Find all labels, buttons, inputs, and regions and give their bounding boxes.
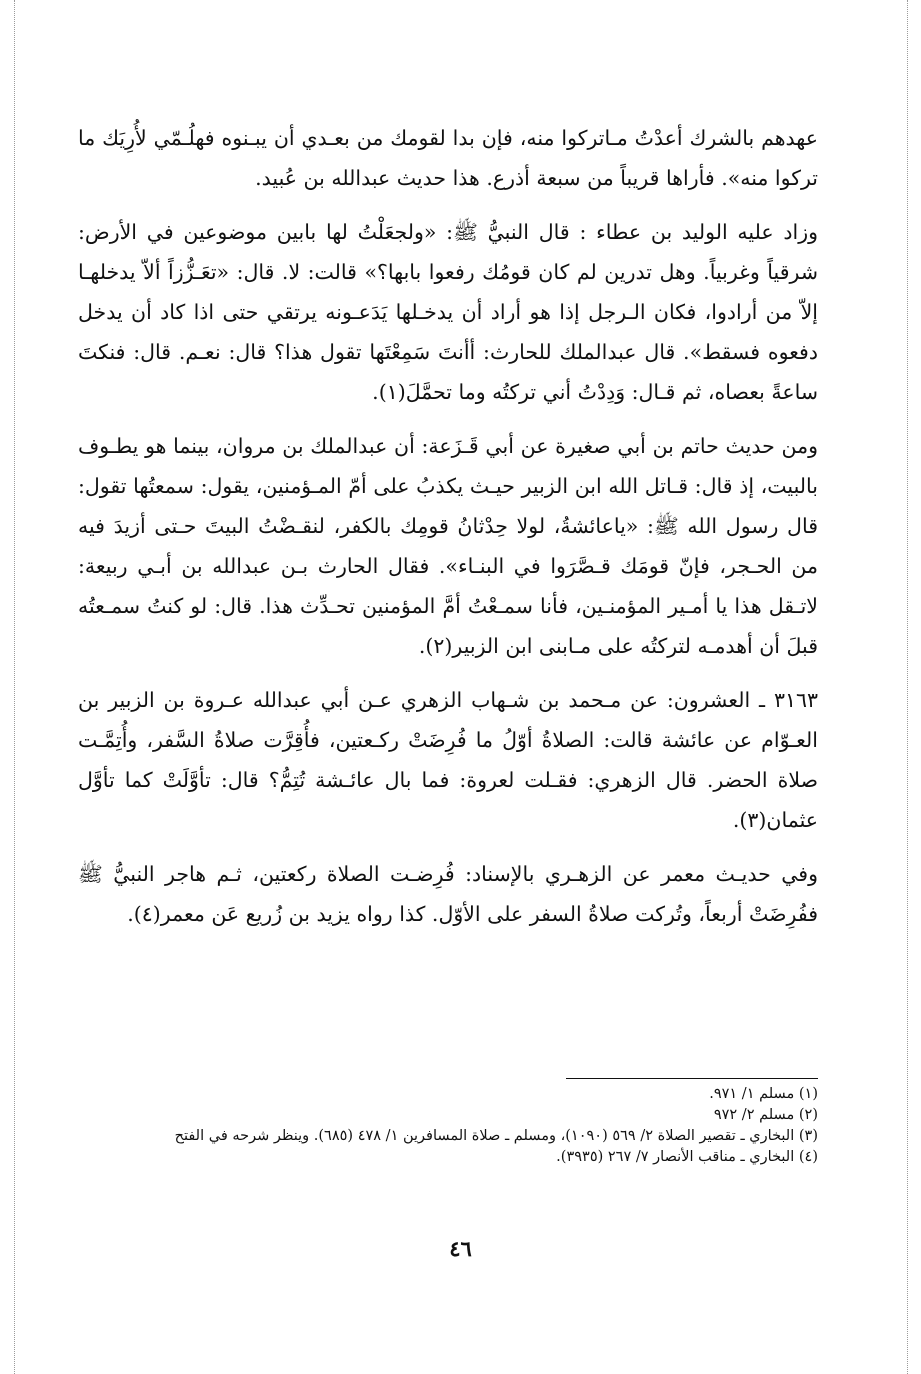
paragraph-1: عهدهم بالشرك أعدْتُ مـاتركوا منه، فإن بدا لقومك من بعـدي أن يبـنوه فهلُـمّي لأُرِيَك ما تركوا منه». فأراها قريباً من سبعة أذرع. هذا حديث عبدالله بن عُبيد. xyxy=(78,126,818,190)
main-text xyxy=(78,118,818,948)
paragraph-3: ومن حديث حاتم بن أبي صغيرة عن أبي قَـزَعة: أن عبدالملك بن مروان، بينما هو يطـوف بالبيت، إذ قال: قـاتل الله ابن الزبير حيـث يكذبُ على أمّ المـؤمنين، يقول: سمعتُها تقول: قال رسول الله ﷺ: «ياعائشةُ، لولا حِدْثانُ قومِك بالكفر، لنقـضْتُ البيتَ حـتى أزيدَ فيه من الحـجر، فإنّ قومَك قـصَّرَوا في البنـاء». فقال الحارث بـن عبدالله بن أبـي ربيعة: لاتـقل هذا يا أمـير المؤمنـين، فأنا سمـعْتُ أمَّ المؤمنين تحـدِّث هذا. قال: لو كنتُ سمـعتُه قبلَ أن أهدمـه لتركتُه على مـابنى ابن الزبير(٢). xyxy=(78,434,818,658)
footnote-divider xyxy=(566,1078,818,1079)
footnote-3: (٣) البخاري ـ تقصير الصلاة ٢/ ٥٦٩ (١٠٩٠)، ومسلم ـ صلاة المسافرين ١/ ٤٧٨ (٦٨٥). وينظر شرحه في الفتح xyxy=(174,1128,818,1144)
page-edge-right xyxy=(907,0,908,1374)
footnote-4: (٤) البخاري ـ مناقب الأنصار ٧/ ٢٦٧ (٣٩٣٥). xyxy=(556,1149,818,1165)
page-edge-left xyxy=(14,0,15,1374)
paragraph-2: وزاد عليه الوليد بن عطاء : قال النبيُّ ﷺ: «ولجعَلْتُ لها بابين موضوعين في الأرض: شرقياً وغربياً. وهل تدرين لم كان قومُك رفعوا بابها؟» قالت: لا. قال: «تعَـزُّزاً ألاّ يدخلهـا إلاّ من أرادوا، فكان الـرجل إذا هو أراد أن يدخـلها يَدَعـونه يرتقي حتى اذا كاد أن يدخل دفعوه فسقط». قال عبدالملك للحارث: أأنتَ سَمِعْتَها تقول هذا؟ قال: نعـم. قال: فنكتَ ساعةً بعصاه، ثم قـال: وَدِدْتُ أني تركتُه وما تحمَّلَ(١). xyxy=(78,220,818,404)
page-number: ٤٦ xyxy=(449,1236,472,1261)
footnote-1: (١) مسلم ١/ ٩٧١. xyxy=(709,1086,818,1102)
paragraph-4: ٣١٦٣ ـ العشرون: عن مـحمد بن شـهاب الزهري عـن أبي عبدالله عـروة بن الزبير بن العـوّام عن عائشة قالت: الصلاةُ أوّلُ ما فُرِضَتْ ركـعتين، فأُقِرَّت صلاةُ السَّفر، وأُتِمَّـت صلاة الحضر. قال الزهري: فقـلت لعروة: فما بال عائـشة تُتِمُّ؟ قال: تأوَّلَتْ كما تأوَّل عثمان(٣). xyxy=(78,688,818,832)
footnotes xyxy=(78,1084,818,1168)
paragraph-5: وفي حديـث معمر عن الزهـري بالإسناد: فُرِضـت الصلاة ركعتين، ثـم هاجر النبيُّ ﷺ ففُرِضَتْ أربعاً، وتُركت صلاةُ السفر على الأوّل. كذا رواه يزيد بن زُريع عَن معمر(٤). xyxy=(78,862,818,926)
footnote-2: (٢) مسلم ٢/ ٩٧٢ xyxy=(713,1107,818,1123)
